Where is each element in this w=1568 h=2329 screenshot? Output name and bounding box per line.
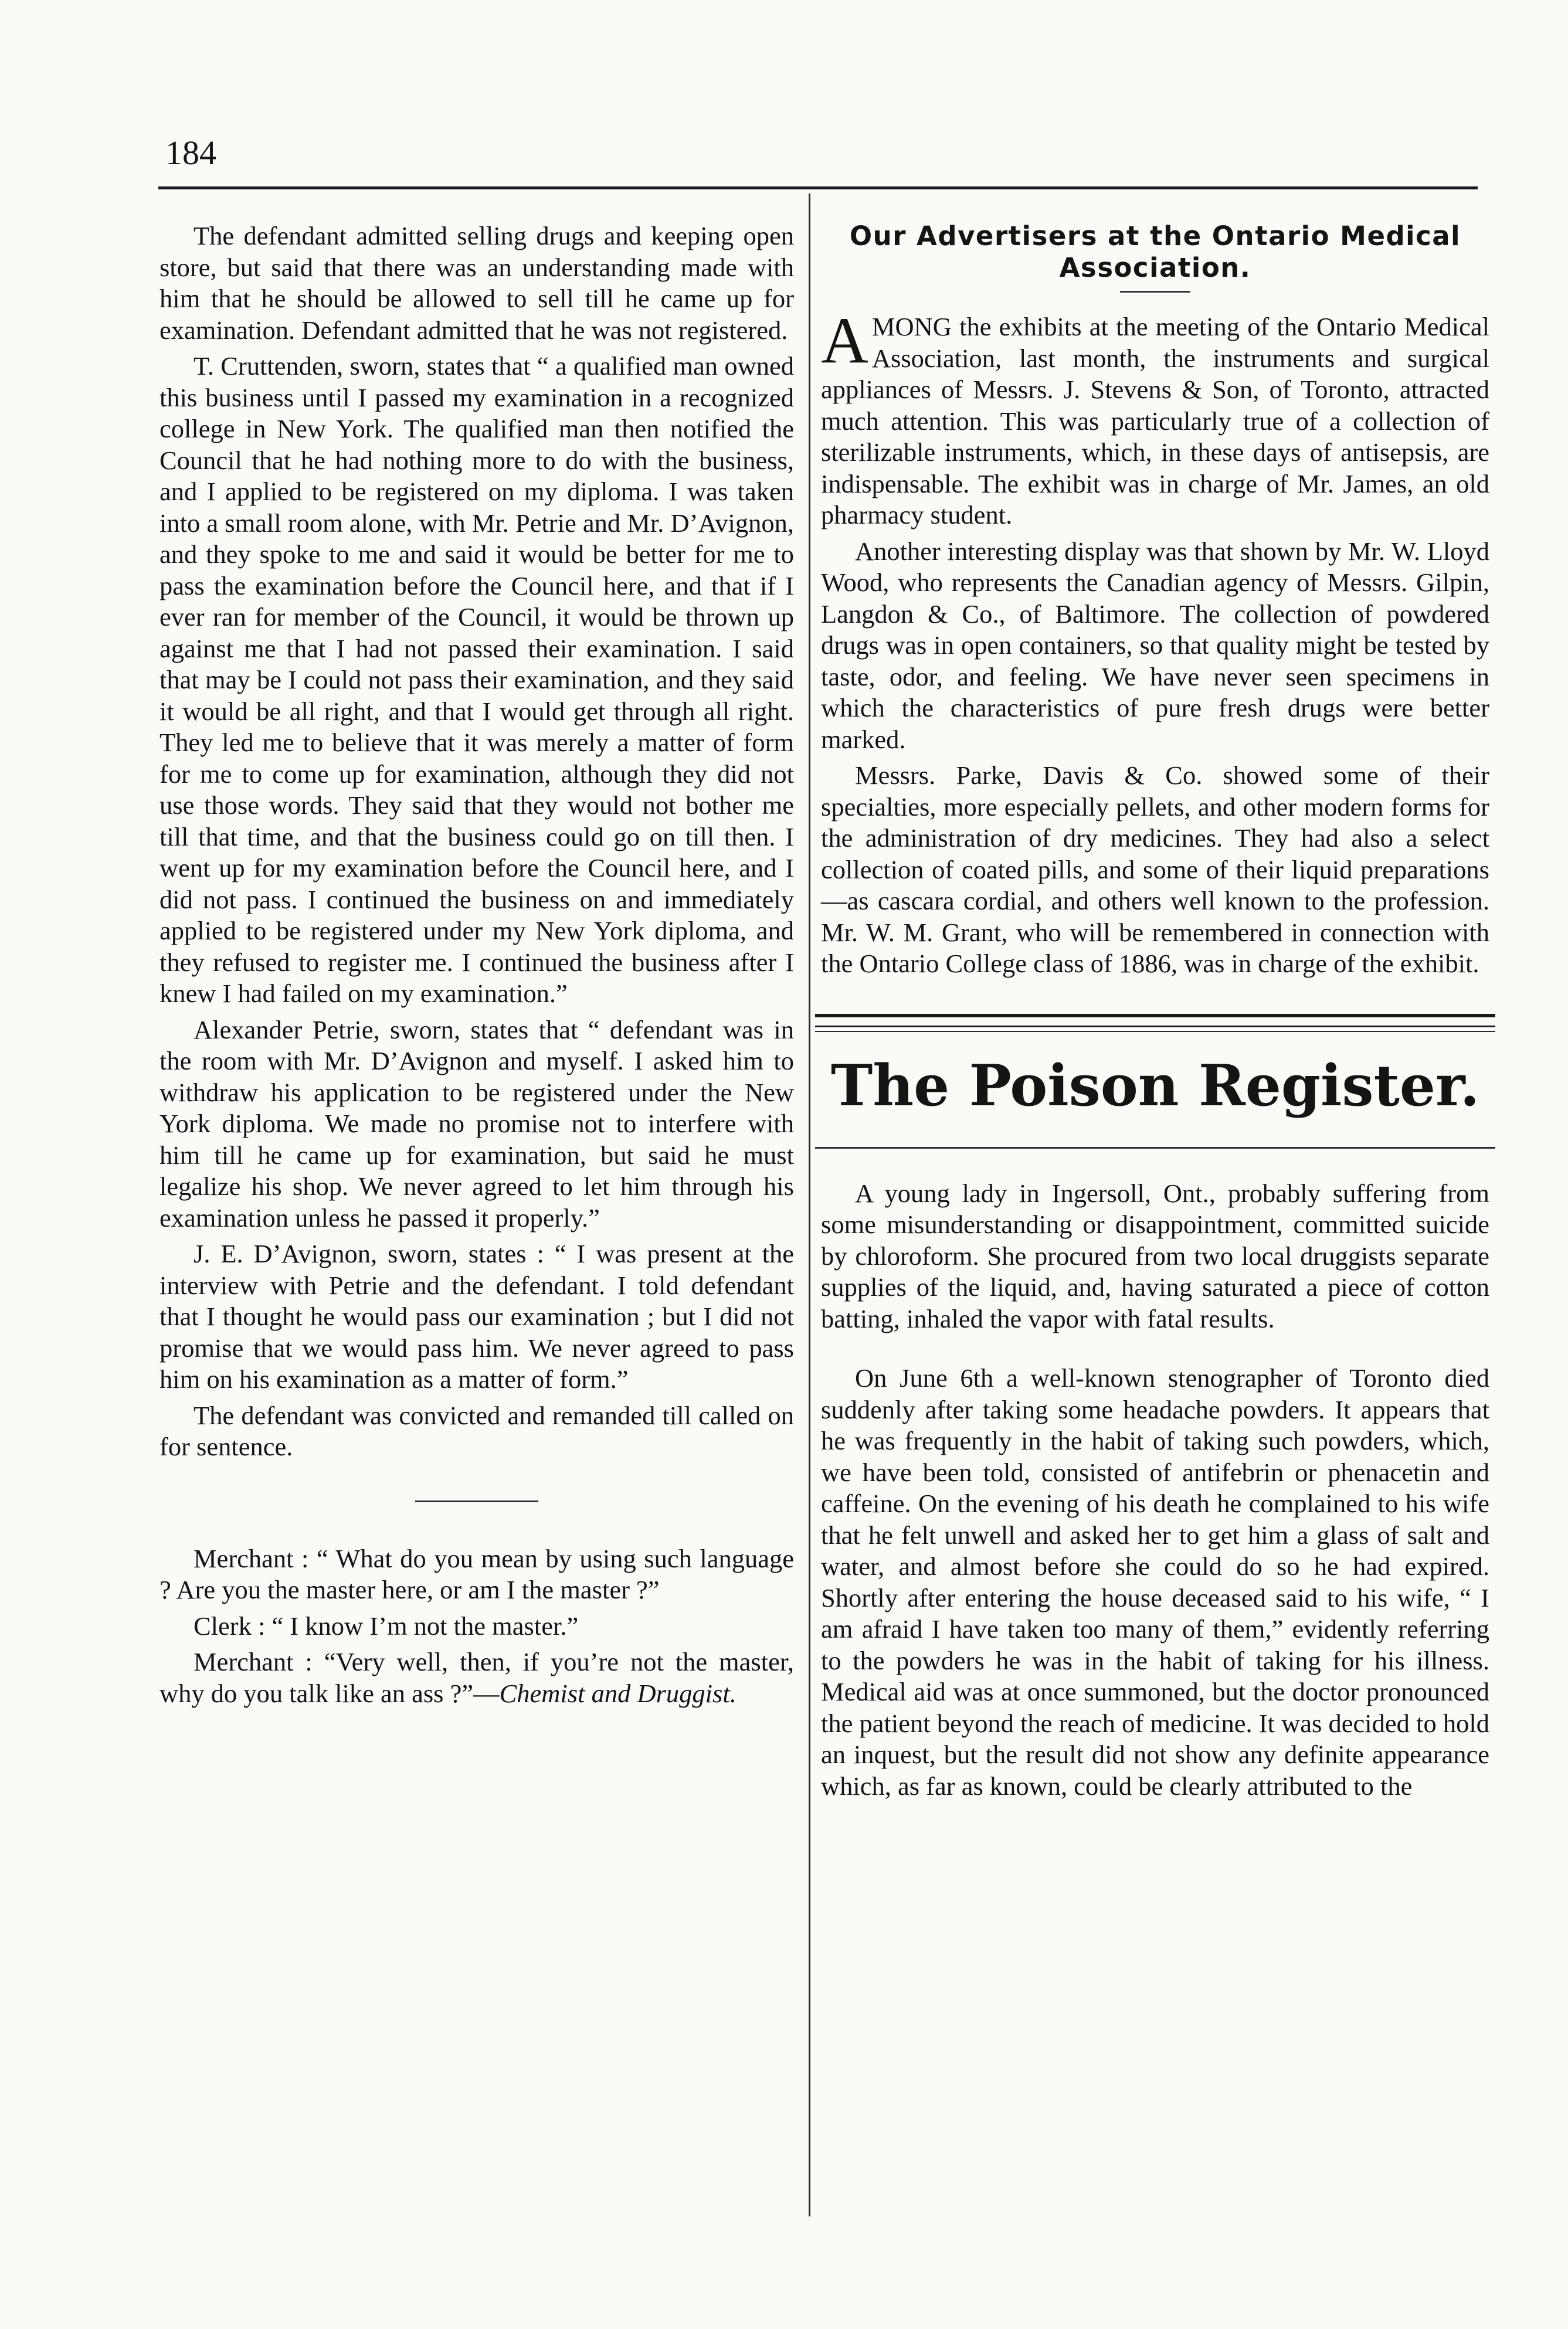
poison-register-title: The Poison Register.: [830, 1052, 1480, 1119]
heading-separator: [1120, 291, 1190, 293]
testimony-davignon: J. E. D’Avignon, sworn, states : “ I was present at the interview with Petrie and the defendant. I told defendant that I thought he would pass our examination ; but I did not promise that we would pass him. We never agreed to pass him on his examination as a matter of form.”: [159, 1239, 794, 1394]
advertisers-paragraph-wood: Another interesting display was that shown by Mr. W. Lloyd Wood, who represents the Canadian agency of Messrs. Gilpin, Langdon & Co., of Baltimore. The collection of powdered drugs was in open containers, so that quality might be tested by taste, odor, and feeling. We have never seen specimens in which the characteristics of pure fresh drugs were better marked.: [821, 536, 1489, 754]
testimony-petrie: Alexander Petrie, sworn, states that “ defendant was in the room with Mr. D’Avignon and myself. I asked him to withdraw his application to be registered under the New York diploma. We made no promise not to interfere with him till he came up for examination, but said he must legalize his shop. We never agreed to let him through his examination unless he passed it properly.”: [159, 1014, 794, 1233]
right-column: [821, 220, 1489, 1807]
poison-paragraph-toronto: On June 6th a well-known stenographer of Toronto died suddenly after taking some headache powders. It appears that he was frequently in the habit of taking such powders, which, we have been told, consisted of antifebrin or phenacetin and caffeine. On the evening of his death he complained to his wife that he felt unwell and asked her to get him a glass of salt and water, and almost before she could do so he had expired. Shortly after entering the house deceased said to his wife, “ I am afraid I have taken too many of them,” evidently referring to the powders he was in the habit of taking for his illness. Medical aid was at once summoned, but the doctor pronounced the patient beyond the reach of medicine. It was decided to hold an inquest, but the result did not show any definite appearance which, as far as known, could be clearly attributed to the: [821, 1363, 1489, 1801]
anecdote-retort-text: Merchant : “Very well, then, if you’re not the master, why do you talk like an ass ?”—: [159, 1647, 794, 1708]
advertisers-paragraph-stevens-text: MONG the exhibits at the meeting of the Ontario Medical Association, last month, the instruments and surgical appliances of Messrs. J. Stevens & Son, of Toronto, attracted much attention. This was particularly true of a collection of sterilizable instruments, which, in these days of antisepsis, are indispensable. The exhibit was in charge of Mr. James, an old pharmacy student.: [821, 312, 1489, 529]
anecdote-merchant-retort: [159, 1646, 794, 1709]
advertisers-heading: Our Advertisers at the Ontario Medical Association.: [849, 220, 1461, 283]
anecdote-clerk-reply: Clerk : “ I know I’m not the master.”: [194, 1611, 579, 1641]
poison-paragraph-ingersoll: A young lady in Ingersoll, Ont., probably suffering from some misunderstanding or disappointment, committed suicide by chloroform. She procured from two local druggists separate supplies of the liquid, and, having saturated a piece of cotton batting, inhaled the vapor with fatal results.: [821, 1178, 1489, 1333]
section-separator: [415, 1500, 538, 1502]
header-rule: [158, 186, 1478, 189]
anecdote-source: Chemist and Druggist.: [499, 1678, 737, 1708]
testimony-cruttenden: T. Cruttenden, sworn, states that “ a qualified man owned this business until I passed my examination in a recognized college in New York. The qualified man then notified the Council that he had nothing more to do with the business, and I applied to be registered on my diploma. I was taken into a small room alone, with Mr. Petrie and Mr. D’Avignon, and they spoke to me and said it would be better for me to pass the examination before the Council here, and that if I ever ran for member of the Council, it would be thrown up against me that I had not passed their examination. I said that may be I could not pass their examination, and they said it would be all right, and that I would get through all right. They led me to believe that it was merely a matter of form for me to come up for examination, although they did not use those words. They said that they would not bother me till that time, and that the business could go on till then. I went up for my examination before the Council here, and I did not pass. I continued the business on and immediately applied to be registered under my New York diploma, and they refused to register me. I continued the business after I knew I had failed on my examination.”: [159, 351, 794, 1008]
advertisers-paragraph-stevens: [821, 304, 1489, 531]
column-divider: [809, 193, 810, 2216]
anecdote-merchant-question: Merchant : “ What do you mean by using such language ? Are you the master here, or am I the master ?”: [159, 1543, 794, 1604]
advertisers-paragraph-parke-davis: Messrs. Parke, Davis & Co. showed some of their specialties, more especially pellets, and other modern forms for the administration of dry medicines. They had also a select collection of coated pills, and some of their liquid preparations—as cascara cordial, and others well known to the profession. Mr. W. M. Grant, who will be remembered in connection with the Ontario College class of 1886, was in charge of the exhibit.: [821, 761, 1489, 978]
verdict-paragraph: The defendant was convicted and remanded till called on for sentence.: [159, 1400, 794, 1461]
court-paragraph-defendant: The defendant admitted selling drugs and keeping open store, but said that there was an understanding made with him that he should be allowed to sell till he came up for examination. Defendant admitted that he was not registered.: [159, 221, 794, 345]
drop-cap: A: [821, 304, 868, 377]
double-rule: [815, 1014, 1495, 1027]
page-number: 184: [165, 134, 216, 172]
title-top-rule: [815, 1031, 1495, 1032]
title-bottom-rule: [815, 1147, 1495, 1149]
left-column: [159, 220, 794, 1714]
